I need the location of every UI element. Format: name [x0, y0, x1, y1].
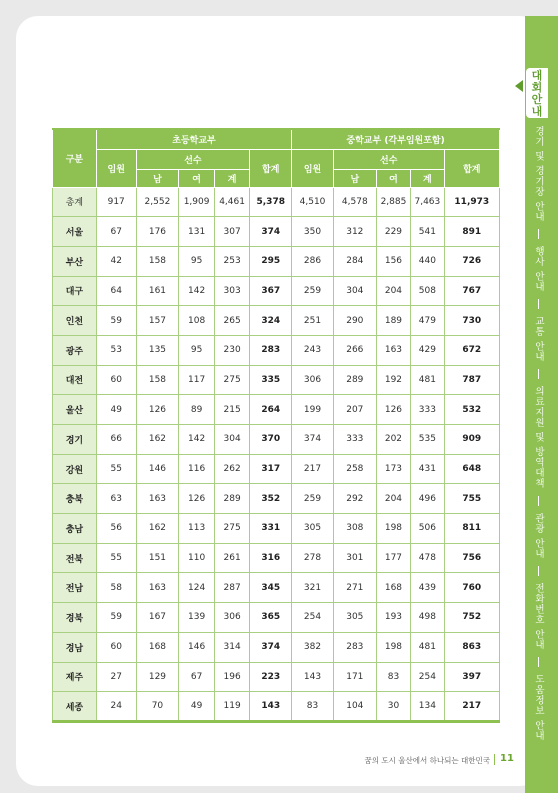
table-cell: 7,463	[411, 187, 444, 217]
side-nav-divider	[538, 299, 539, 309]
table-row	[53, 692, 500, 722]
table-cell: 168	[376, 573, 410, 603]
table-cell: 287	[214, 573, 250, 603]
table-cell: 259	[292, 484, 334, 514]
table-cell: 275	[214, 514, 250, 544]
table-cell: 157	[136, 306, 179, 336]
table-cell: 60	[96, 632, 136, 662]
table-cell: 648	[444, 454, 499, 484]
table-cell: 271	[333, 573, 376, 603]
table-row	[53, 246, 500, 276]
table-cell: 374	[250, 632, 292, 662]
header-players: 선수	[333, 149, 444, 169]
table-cell: 167	[136, 603, 179, 633]
row-region-label: 세종	[53, 692, 97, 722]
table-cell: 304	[333, 276, 376, 306]
table-cell: 365	[250, 603, 292, 633]
page-number: 11	[500, 753, 514, 764]
table-cell: 316	[250, 543, 292, 573]
arrow-left-icon	[515, 80, 523, 92]
table-cell: 863	[444, 632, 499, 662]
table-cell: 193	[376, 603, 410, 633]
table-row	[53, 573, 500, 603]
table-cell: 440	[411, 246, 444, 276]
table-cell: 142	[179, 425, 215, 455]
side-nav-item[interactable]: 전화번호 안내	[533, 582, 544, 650]
table-cell: 259	[292, 276, 334, 306]
table-cell: 303	[214, 276, 250, 306]
table-cell: 198	[376, 632, 410, 662]
table-cell: 113	[179, 514, 215, 544]
table-cell: 116	[179, 454, 215, 484]
table-cell: 374	[250, 217, 292, 247]
table-cell: 532	[444, 395, 499, 425]
row-region-label: 대구	[53, 276, 97, 306]
table-cell: 202	[376, 425, 410, 455]
side-nav-divider	[538, 369, 539, 379]
table-cell: 397	[444, 662, 499, 692]
table-cell: 158	[136, 246, 179, 276]
table-cell: 66	[96, 425, 136, 455]
table-cell: 124	[179, 573, 215, 603]
table-cell: 295	[250, 246, 292, 276]
table-cell: 382	[292, 632, 334, 662]
table-cell: 283	[250, 335, 292, 365]
table-cell: 286	[292, 246, 334, 276]
table-cell: 283	[333, 632, 376, 662]
table-cell: 215	[214, 395, 250, 425]
table-cell: 49	[96, 395, 136, 425]
table-cell: 126	[136, 395, 179, 425]
table-cell: 196	[214, 662, 250, 692]
row-region-label: 대전	[53, 365, 97, 395]
row-region-label: 충북	[53, 484, 97, 514]
table-cell: 207	[333, 395, 376, 425]
table-cell: 891	[444, 217, 499, 247]
table-cell: 317	[250, 454, 292, 484]
table-cell: 58	[96, 573, 136, 603]
table-cell: 89	[179, 395, 215, 425]
table-cell: 11,973	[444, 187, 499, 217]
table-cell: 305	[333, 603, 376, 633]
table-cell: 672	[444, 335, 499, 365]
table-cell: 223	[250, 662, 292, 692]
side-nav-item[interactable]: 교통 안내	[533, 316, 544, 363]
table-cell: 230	[214, 335, 250, 365]
table-cell: 258	[333, 454, 376, 484]
table-cell: 60	[96, 365, 136, 395]
table-cell: 59	[96, 306, 136, 336]
table-cell: 331	[250, 514, 292, 544]
table-cell: 254	[292, 603, 334, 633]
table-row	[53, 335, 500, 365]
table-cell: 314	[214, 632, 250, 662]
table-cell: 289	[333, 365, 376, 395]
table-cell: 909	[444, 425, 499, 455]
table-cell: 265	[214, 306, 250, 336]
footer-slogan: 꿈의 도시 울산에서 하나되는 대한민국	[364, 756, 490, 765]
row-region-label: 충남	[53, 514, 97, 544]
table-cell: 307	[214, 217, 250, 247]
table-cell: 760	[444, 573, 499, 603]
table-cell: 767	[444, 276, 499, 306]
table-row	[53, 187, 500, 217]
table-row	[53, 632, 500, 662]
table-cell: 479	[411, 306, 444, 336]
side-nav-item[interactable]: 경기 및 경기장 안내	[533, 126, 544, 223]
table-cell: 261	[214, 543, 250, 573]
table-cell: 275	[214, 365, 250, 395]
row-region-label: 경기	[53, 425, 97, 455]
table-cell: 135	[136, 335, 179, 365]
row-region-label: 경남	[53, 632, 97, 662]
table-cell: 306	[214, 603, 250, 633]
table-cell: 431	[411, 454, 444, 484]
table-cell: 730	[444, 306, 499, 336]
table-cell: 110	[179, 543, 215, 573]
table-cell: 131	[179, 217, 215, 247]
table-row	[53, 543, 500, 573]
side-nav-divider	[538, 496, 539, 506]
table-cell: 117	[179, 365, 215, 395]
header-male: 남	[136, 169, 179, 187]
table-cell: 189	[376, 306, 410, 336]
header-sum: 계	[214, 169, 250, 187]
table-row	[53, 276, 500, 306]
table-cell: 262	[214, 454, 250, 484]
row-region-label: 총계	[53, 187, 97, 217]
row-region-label: 강원	[53, 454, 97, 484]
table-cell: 27	[96, 662, 136, 692]
table-row	[53, 395, 500, 425]
header-category: 구분	[53, 129, 97, 187]
footer-divider	[494, 754, 495, 765]
table-cell: 370	[250, 425, 292, 455]
table-cell: 192	[376, 365, 410, 395]
table-cell: 95	[179, 246, 215, 276]
table-cell: 289	[214, 484, 250, 514]
table-cell: 126	[376, 395, 410, 425]
table-cell: 142	[179, 276, 215, 306]
table-row	[53, 306, 500, 336]
header-total: 합계	[250, 149, 292, 187]
table-cell: 56	[96, 514, 136, 544]
table-cell: 134	[411, 692, 444, 722]
header-officials: 임원	[96, 149, 136, 187]
side-nav-divider	[538, 657, 539, 667]
table-cell: 143	[250, 692, 292, 722]
table-cell: 158	[136, 365, 179, 395]
table-row	[53, 454, 500, 484]
table-cell: 59	[96, 603, 136, 633]
side-nav-divider	[538, 566, 539, 576]
header-officials: 임원	[292, 149, 334, 187]
table-cell: 163	[376, 335, 410, 365]
table-cell: 301	[333, 543, 376, 573]
table-cell: 217	[444, 692, 499, 722]
table-cell: 4,578	[333, 187, 376, 217]
table-cell: 1,909	[179, 187, 215, 217]
table-row	[53, 603, 500, 633]
table-cell: 304	[214, 425, 250, 455]
table-cell: 481	[411, 632, 444, 662]
table-cell: 199	[292, 395, 334, 425]
table-cell: 163	[136, 573, 179, 603]
row-region-label: 부산	[53, 246, 97, 276]
table-cell: 176	[136, 217, 179, 247]
table-cell: 367	[250, 276, 292, 306]
table-cell: 67	[179, 662, 215, 692]
table-cell: 756	[444, 543, 499, 573]
table-cell: 217	[292, 454, 334, 484]
table-cell: 429	[411, 335, 444, 365]
table-cell: 204	[376, 276, 410, 306]
table-cell: 55	[96, 543, 136, 573]
table-row	[53, 484, 500, 514]
table-cell: 108	[179, 306, 215, 336]
table-cell: 2,552	[136, 187, 179, 217]
side-nav-item[interactable]: 의료지원 및 방역대책	[533, 386, 544, 489]
table-body	[53, 187, 500, 721]
table-cell: 146	[136, 454, 179, 484]
table-cell: 42	[96, 246, 136, 276]
table-cell: 139	[179, 603, 215, 633]
table-cell: 4,461	[214, 187, 250, 217]
side-nav-item[interactable]: 행사 안내	[533, 246, 544, 293]
row-region-label: 경북	[53, 603, 97, 633]
table-cell: 312	[333, 217, 376, 247]
header-players: 선수	[136, 149, 250, 169]
header-female: 여	[179, 169, 215, 187]
table-cell: 168	[136, 632, 179, 662]
side-nav-list	[530, 126, 546, 741]
table-cell: 290	[333, 306, 376, 336]
side-nav-item[interactable]: 관광 안내	[533, 512, 544, 559]
table-cell: 374	[292, 425, 334, 455]
table-cell: 162	[136, 425, 179, 455]
table-cell: 352	[250, 484, 292, 514]
table-cell: 5,378	[250, 187, 292, 217]
row-region-label: 전남	[53, 573, 97, 603]
table-cell: 292	[333, 484, 376, 514]
table-cell: 161	[136, 276, 179, 306]
table-row	[53, 217, 500, 247]
table-cell: 508	[411, 276, 444, 306]
table-cell: 64	[96, 276, 136, 306]
table-cell: 83	[292, 692, 334, 722]
table-cell: 541	[411, 217, 444, 247]
table-cell: 198	[376, 514, 410, 544]
table-cell: 266	[333, 335, 376, 365]
table-cell: 306	[292, 365, 334, 395]
table-cell: 129	[136, 662, 179, 692]
table-cell: 755	[444, 484, 499, 514]
row-region-label: 울산	[53, 395, 97, 425]
table-cell: 171	[333, 662, 376, 692]
side-nav-divider	[538, 229, 539, 239]
header-total: 합계	[444, 149, 499, 187]
table-cell: 126	[179, 484, 215, 514]
table-cell: 345	[250, 573, 292, 603]
table-cell: 308	[333, 514, 376, 544]
table-row	[53, 365, 500, 395]
table-cell: 305	[292, 514, 334, 544]
table-cell: 30	[376, 692, 410, 722]
table-cell: 498	[411, 603, 444, 633]
table-cell: 324	[250, 306, 292, 336]
table-cell: 254	[411, 662, 444, 692]
table-cell: 535	[411, 425, 444, 455]
row-region-label: 인천	[53, 306, 97, 336]
table-cell: 83	[376, 662, 410, 692]
table-cell: 95	[179, 335, 215, 365]
table-cell: 478	[411, 543, 444, 573]
table-cell: 439	[411, 573, 444, 603]
table-cell: 163	[136, 484, 179, 514]
table-cell: 162	[136, 514, 179, 544]
table-row	[53, 425, 500, 455]
row-region-label: 제주	[53, 662, 97, 692]
table-cell: 321	[292, 573, 334, 603]
table-cell: 917	[96, 187, 136, 217]
table-cell: 53	[96, 335, 136, 365]
table-bottom-rule	[52, 722, 500, 723]
table-cell: 229	[376, 217, 410, 247]
table-cell: 481	[411, 365, 444, 395]
table-cell: 726	[444, 246, 499, 276]
table-cell: 253	[214, 246, 250, 276]
row-region-label: 서울	[53, 217, 97, 247]
table-cell: 496	[411, 484, 444, 514]
table-cell: 251	[292, 306, 334, 336]
table-cell: 2,885	[376, 187, 410, 217]
table-cell: 173	[376, 454, 410, 484]
table-cell: 264	[250, 395, 292, 425]
table-cell: 70	[136, 692, 179, 722]
side-nav-item[interactable]: 도움정보 안내	[533, 673, 544, 741]
table-cell: 177	[376, 543, 410, 573]
table-row	[53, 662, 500, 692]
table-cell: 146	[179, 632, 215, 662]
table-cell: 278	[292, 543, 334, 573]
table-cell: 119	[214, 692, 250, 722]
table-cell: 787	[444, 365, 499, 395]
table-cell: 333	[333, 425, 376, 455]
header-sum: 계	[411, 169, 444, 187]
table-cell: 143	[292, 662, 334, 692]
table-cell: 506	[411, 514, 444, 544]
table-cell: 333	[411, 395, 444, 425]
table-cell: 156	[376, 246, 410, 276]
table-cell: 67	[96, 217, 136, 247]
header-middle-group: 중학교부 (각부임원포함)	[292, 129, 500, 149]
table-cell: 63	[96, 484, 136, 514]
table-cell: 104	[333, 692, 376, 722]
table-cell: 350	[292, 217, 334, 247]
table-cell: 151	[136, 543, 179, 573]
participants-table	[52, 128, 500, 722]
row-region-label: 광주	[53, 335, 97, 365]
table-cell: 284	[333, 246, 376, 276]
table-cell: 752	[444, 603, 499, 633]
table-cell: 24	[96, 692, 136, 722]
table-cell: 243	[292, 335, 334, 365]
table-cell: 335	[250, 365, 292, 395]
table-cell: 204	[376, 484, 410, 514]
table-cell: 55	[96, 454, 136, 484]
table-cell: 811	[444, 514, 499, 544]
table-cell: 4,510	[292, 187, 334, 217]
table-cell: 49	[179, 692, 215, 722]
header-female: 여	[376, 169, 410, 187]
row-region-label: 전북	[53, 543, 97, 573]
header-male: 남	[333, 169, 376, 187]
header-elementary-group: 초등학교부	[96, 129, 291, 149]
table-row	[53, 514, 500, 544]
active-section-label: 대회안내	[531, 69, 543, 118]
